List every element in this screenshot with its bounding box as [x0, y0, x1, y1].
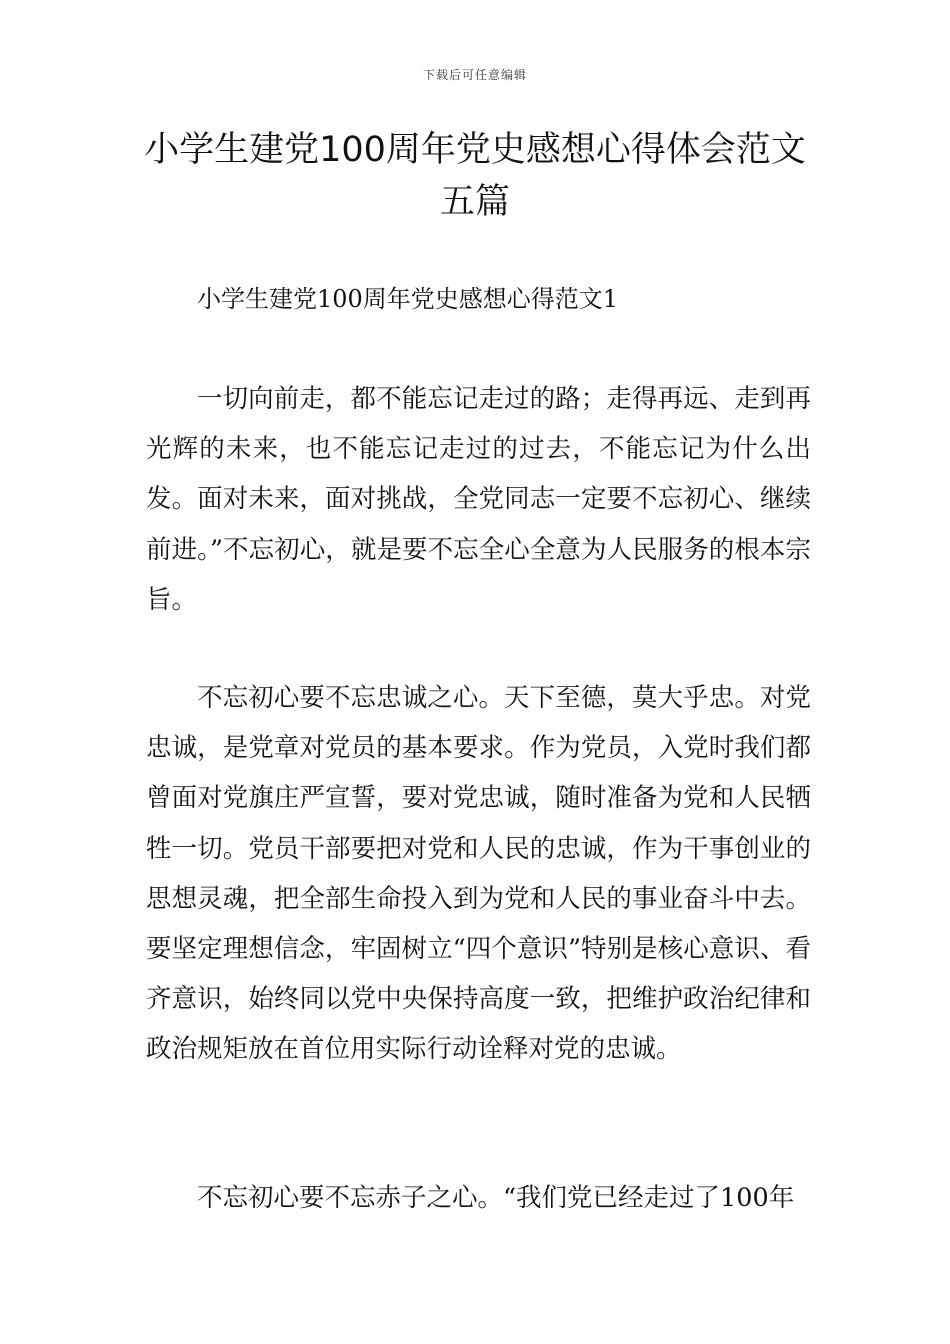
header-note: 下载后可任意编辑	[422, 68, 527, 82]
section-heading: 小学生建党100周年党史感想心得范文1	[197, 285, 619, 313]
paragraph-1: 一切向前走，都不能忘记走过的路；走得再远、走到再光辉的未来，也不能忘记走过的过去，不能忘记为什么出发。面对未来，面对挑战，全党同志一定要不忘初心、继续前进。”不忘初心，就是要不忘全心全意为人民服务的根本宗旨。	[146, 384, 811, 615]
document-title: 小学生建党100周年党史感想心得体会范文五篇	[144, 130, 806, 222]
paragraph-2: 不忘初心要不忘忠诚之心。天下至德，莫大乎忠。对党忠诚，是党章对党员的基本要求。作为党员，入党时我们都曾面对党旗庄严宣誓，要对党忠诚，随时准备为党和人民牺牲一切。党员干部要把对党和人民的忠诚，作为干事创业的思想灵魂，把全部生命投入到为党和人民的事业奋斗中去。要坚定理想信念，牢固树立“四个意识”特别是核心意识、看齐意识，始终同以党中央保持高度一致，把维护政治纪律和政治规矩放在首位用实际行动诠释对党的忠诚。	[146, 683, 811, 1065]
paragraph-3: 不忘初心要不忘赤子之心。“我们党已经走过了100年	[197, 1183, 795, 1213]
